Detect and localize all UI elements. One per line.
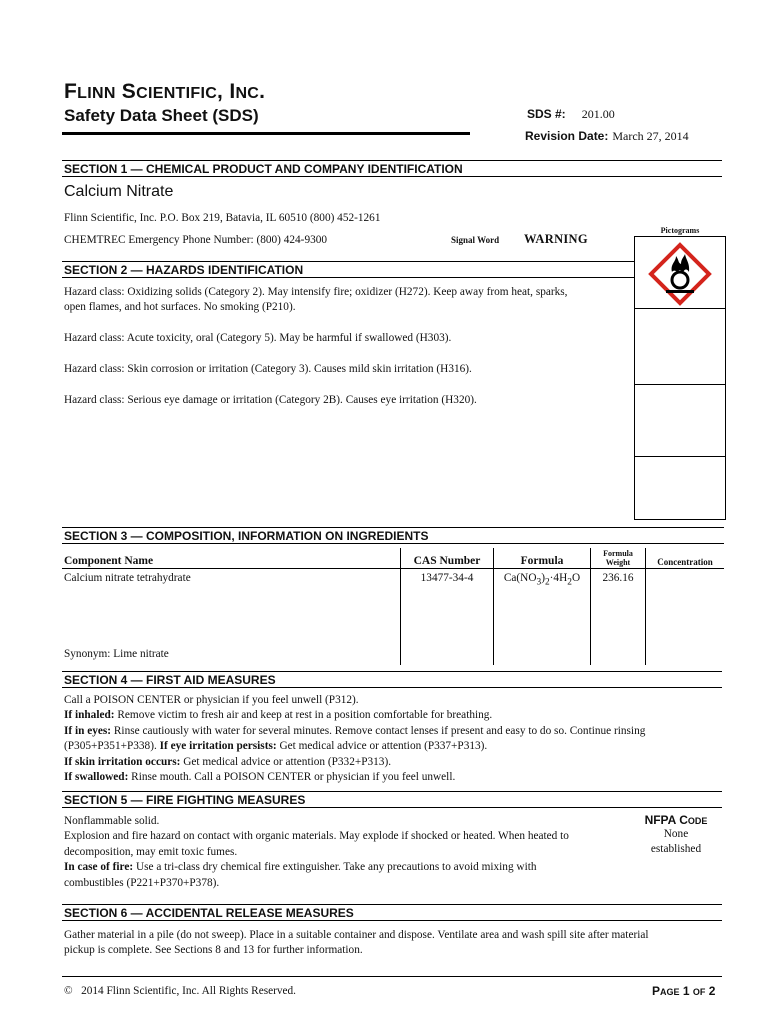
document-title: Safety Data Sheet (SDS) bbox=[64, 106, 259, 125]
col-formula-weight-line1: Formula bbox=[603, 548, 633, 558]
pictogram-panel bbox=[634, 226, 726, 520]
col-formula: Formula bbox=[494, 548, 591, 568]
chemtrec-phone: CHEMTREC Emergency Phone Number: (800) 424-9300 bbox=[64, 234, 328, 246]
fire-line: Nonflammable solid. bbox=[64, 815, 160, 827]
cas-number: 13477-34-4 bbox=[401, 568, 494, 665]
first-aid-inhaled: If inhaled: Remove victim to fresh air and keep at rest in a position comfortable for breathing. bbox=[64, 709, 493, 722]
first-aid-text bbox=[64, 693, 724, 785]
fire-line: Explosion and fire hazard on contact with organic materials. May explode if shocked or heated. When heated to bbox=[64, 830, 569, 843]
formula: $Ca(NO_3)_2\cdot 4H_2O$ bbox=[494, 568, 591, 665]
pictogram-cell bbox=[635, 456, 725, 457]
section4-heading: SECTION 4 — FIRST AID MEASURES bbox=[62, 671, 722, 688]
first-aid-line: Call a POISON CENTER or physician if you feel unwell (P312). bbox=[64, 694, 359, 706]
hazard-1-line1: Hazard class: Oxidizing solids (Category 2). May intensify fire; oxidizer (H272). Keep away from heat, sparks, bbox=[64, 286, 568, 298]
copyright bbox=[64, 984, 296, 999]
hazard-3: Hazard class: Skin corrosion or irritation (Category 3). Causes mild skin irritation (H316). bbox=[64, 363, 472, 375]
footer-divider bbox=[62, 976, 722, 977]
first-aid-eyes-cont: (P305+P351+P338). If eye irritation persists: Get medical advice or attention (P337+P313). bbox=[64, 740, 488, 753]
pictogram-cell bbox=[635, 236, 725, 237]
signal-word-label: Signal Word bbox=[451, 235, 500, 245]
nfpa-title: NFPA CODE bbox=[644, 813, 708, 827]
formula-weight: 236.16 bbox=[591, 568, 646, 665]
pictogram-cell bbox=[635, 308, 725, 309]
synonym: Synonym: Lime nitrate bbox=[64, 647, 169, 660]
hazard-4: Hazard class: Serious eye damage or irritation (Category 2B). Causes eye irritation (H320). bbox=[64, 394, 477, 406]
component-name: Calcium nitrate tetrahydrate bbox=[64, 571, 191, 584]
pictograms-label: Pictograms bbox=[660, 226, 700, 235]
copyright-text: 2014 Flinn Scientific, Inc. All Rights Reserved. bbox=[81, 985, 297, 997]
col-formula-weight bbox=[591, 548, 646, 568]
fire-in-case: In case of fire: Use a tri-class dry chemical fire extinguisher. Take any precautions to avoid mixing with bbox=[64, 861, 537, 874]
col-concentration: Concentration bbox=[646, 548, 725, 568]
release-line: pickup is complete. See Sections 8 and 13 for further information. bbox=[64, 944, 363, 957]
col-formula-weight-line2: Weight bbox=[605, 557, 631, 567]
pictogram-cell bbox=[635, 384, 725, 385]
nfpa-value: established bbox=[650, 843, 702, 856]
sds-number: SDS #: 201.00 bbox=[527, 107, 615, 121]
company-address: Flinn Scientific, Inc. P.O. Box 219, Batavia, IL 60510 (800) 452-1261 bbox=[64, 212, 381, 224]
first-aid-swallowed: If swallowed: Rinse mouth. Call a POISON CENTER or physician if you feel unwell. bbox=[64, 771, 456, 784]
fire-fighting-text bbox=[64, 814, 644, 891]
col-cas-number: CAS Number bbox=[401, 548, 494, 568]
composition-table bbox=[62, 548, 724, 665]
signal-word-value: WARNING bbox=[524, 232, 588, 246]
title-divider bbox=[62, 132, 470, 135]
company-name: FLINN SCIENTIFIC, INC. bbox=[64, 80, 266, 103]
section1-heading: SECTION 1 — CHEMICAL PRODUCT AND COMPANY IDENTIFICATION bbox=[62, 160, 722, 177]
copyright-symbol: © bbox=[64, 985, 73, 997]
section6-heading: SECTION 6 — ACCIDENTAL RELEASE MEASURES bbox=[62, 904, 722, 921]
nfpa-value: None bbox=[663, 828, 689, 840]
hazard-2: Hazard class: Acute toxicity, oral (Category 5). May be harmful if swallowed (H303). bbox=[64, 332, 452, 344]
concentration bbox=[646, 568, 725, 665]
revision-date: Revision Date: March 27, 2014 bbox=[525, 129, 689, 143]
flame-over-circle-icon bbox=[648, 242, 712, 306]
nfpa-code bbox=[634, 813, 718, 858]
page-number: PAGE 1 OF 2 bbox=[652, 984, 716, 998]
section3-heading: SECTION 3 — COMPOSITION, INFORMATION ON INGREDIENTS bbox=[62, 527, 724, 544]
table-row-component bbox=[62, 568, 401, 665]
hazard-1-line2: open flames, and hot surfaces. No smoking (P210). bbox=[64, 301, 296, 314]
col-component-name: Component Name bbox=[62, 548, 401, 568]
fire-line: decomposition, may emit toxic fumes. bbox=[64, 845, 238, 858]
section2-heading: SECTION 2 — HAZARDS IDENTIFICATION bbox=[62, 261, 634, 278]
release-line: Gather material in a pile (do not sweep). Place in a suitable container and dispose. Ventilate area and wash spill site after material bbox=[64, 929, 649, 941]
hazard-1 bbox=[64, 285, 568, 316]
first-aid-eyes: If in eyes: Rinse cautiously with water for several minutes. Remove contact lenses if present and easy to do so. Continue rinsing bbox=[64, 724, 646, 737]
fire-line: combustibles (P221+P370+P378). bbox=[64, 876, 220, 889]
accidental-release-text bbox=[64, 928, 724, 959]
first-aid-skin: If skin irritation occurs: Get medical advice or attention (P332+P313). bbox=[64, 755, 392, 768]
product-name: Calcium Nitrate bbox=[64, 183, 174, 200]
section5-heading: SECTION 5 — FIRE FIGHTING MEASURES bbox=[62, 791, 722, 808]
